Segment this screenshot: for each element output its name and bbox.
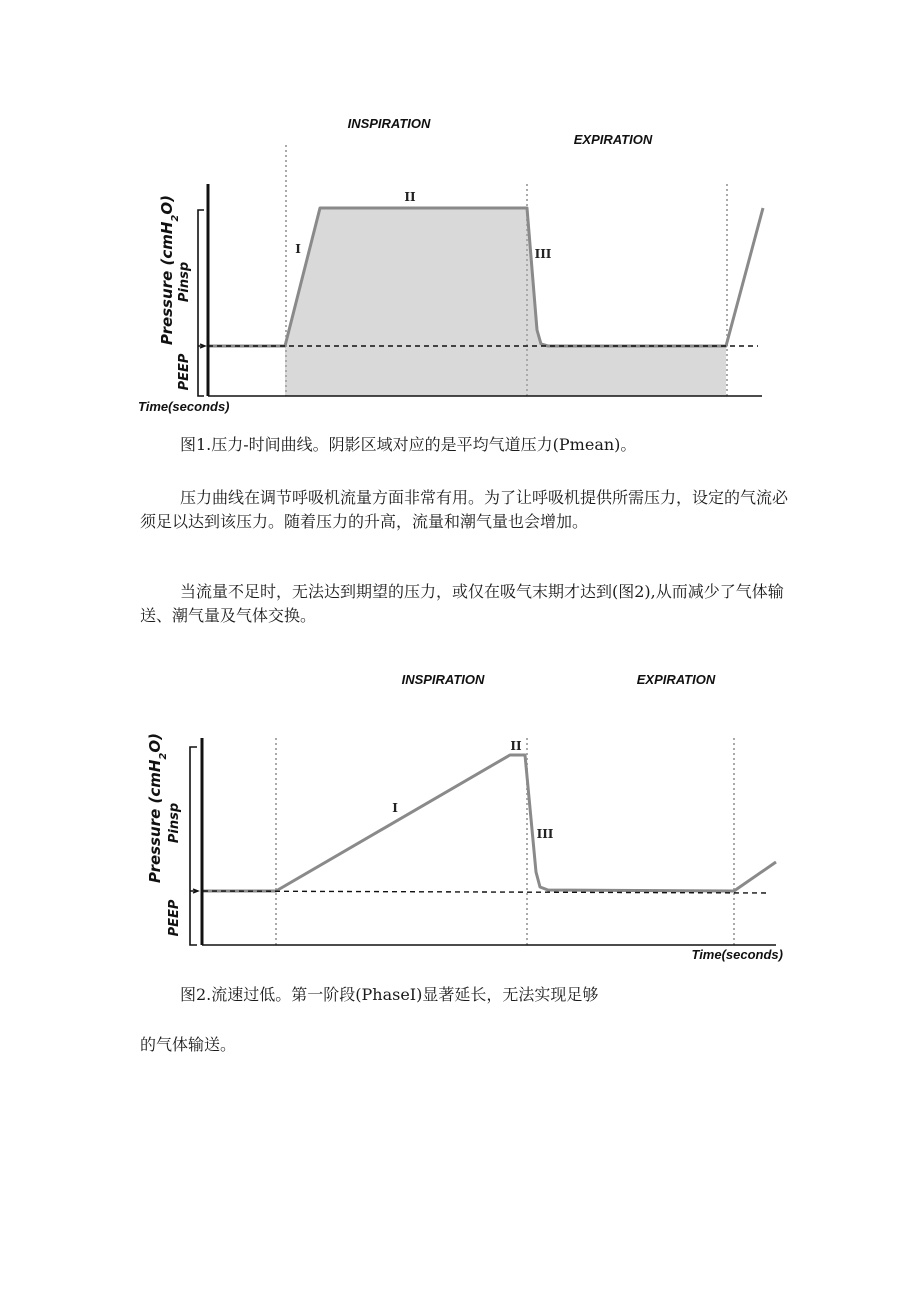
phase-2-label: II: [404, 190, 416, 204]
pinsp-peep-bracket: [198, 210, 204, 396]
figure-2-caption-line-2: 的气体输送。: [140, 1035, 237, 1054]
figure-1-svg: [0, 100, 920, 420]
body-paragraph-2: 当流量不足时，无法达到期望的压力，或仅在吸气末期才达到(图2),从而减少了气体输送、潮气量及气体交换。: [140, 582, 784, 625]
label-inspiration: INSPIRATION: [401, 672, 485, 687]
pinsp-peep-bracket: [190, 747, 197, 945]
figure-2-pressure-time-chart: [0, 660, 920, 965]
figure-1-caption: 图1.压力-时间曲线。阴影区域对应的是平均气道压力(Pmean)。: [180, 435, 637, 454]
label-expiration: EXPIRATION: [636, 672, 716, 687]
body-paragraph-1: 压力曲线在调节呼吸机流量方面非常有用。为了让呼吸机提供所需压力，设定的气流必须足以达到该压力。随着压力的升高，流量和潮气量也会增加。: [140, 488, 789, 531]
y-axis-label: Pressure (cmH$_2$O): [158, 195, 181, 345]
figure-1-pressure-time-chart: [0, 100, 920, 420]
figure-2-svg: [0, 660, 920, 965]
phase-2-label: II: [510, 739, 522, 753]
label-inspiration: INSPIRATION: [347, 116, 431, 131]
phase-1-label: I: [392, 801, 398, 815]
pinsp-label: Pinsp: [177, 261, 192, 303]
y-axis-label: Pressure (cmH$_2$O): [146, 733, 169, 883]
pressure-curve: [203, 755, 776, 891]
pinsp-label: Pinsp: [167, 802, 182, 844]
pmean-shaded-area: [285, 208, 726, 396]
x-axis-label: Time(seconds): [138, 399, 230, 414]
x-axis-label: Time(seconds): [691, 947, 783, 962]
phase-1-label: I: [295, 242, 301, 256]
phase-3-label: III: [536, 827, 554, 841]
label-expiration: EXPIRATION: [573, 132, 653, 147]
peep-label: PEEP: [177, 353, 192, 391]
peep-label: PEEP: [167, 899, 182, 937]
figure-2-caption-line-1: 图2.流速过低。第一阶段(PhaseI)显著延长，无法实现足够: [180, 985, 599, 1004]
phase-3-label: III: [534, 247, 552, 261]
